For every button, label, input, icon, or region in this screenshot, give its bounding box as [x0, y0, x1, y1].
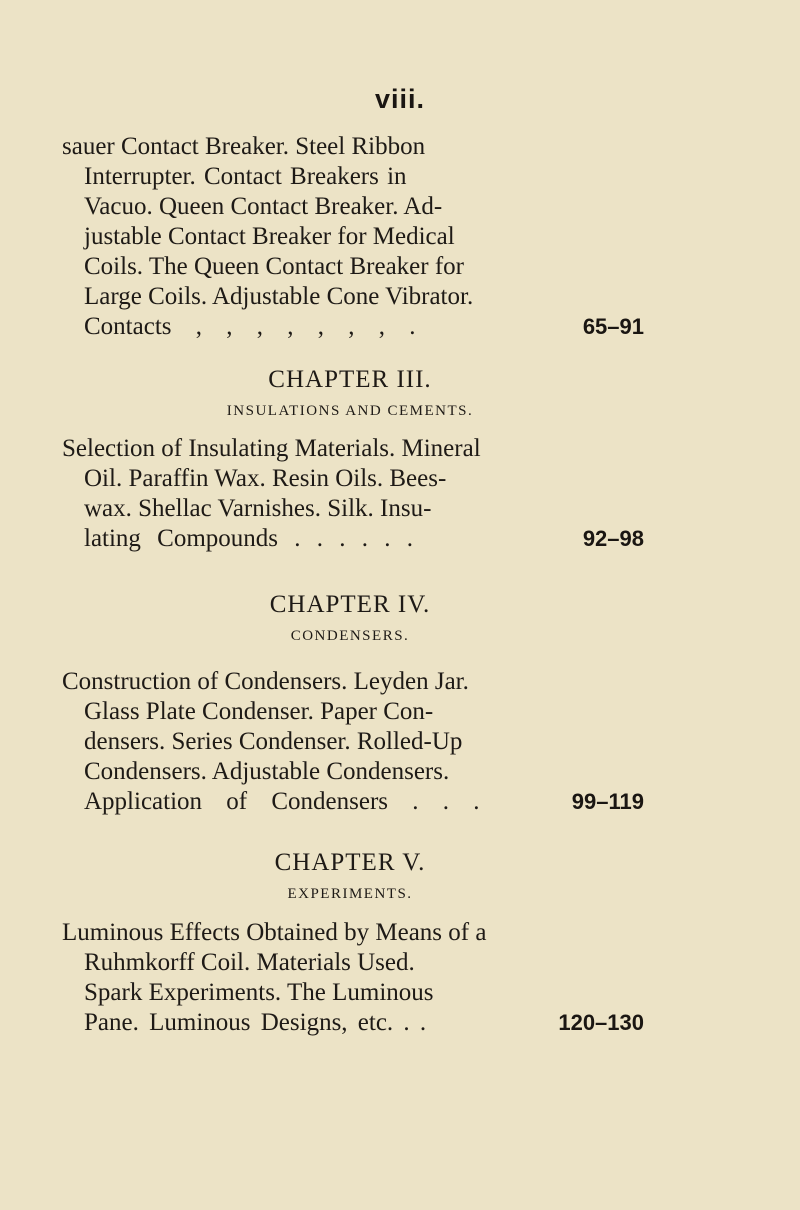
toc-line-text: Application of Condensers . . . [84, 788, 480, 815]
chapter-subtitle: CONDENSERS. [290, 628, 410, 644]
toc-line: sauer Contact Breaker. Steel Ribbon [62, 133, 426, 160]
chapter-title: CHAPTER III. [268, 366, 432, 393]
chapter-title: CHAPTER V. [274, 849, 426, 876]
toc-line: Vacuo. Queen Contact Breaker. Ad- [84, 193, 443, 220]
page-folio: viii. [374, 84, 426, 114]
toc-line: Large Coils. Adjustable Cone Vibrator. [84, 283, 474, 310]
toc-line: Selection of Insulating Materials. Mineral [62, 435, 481, 462]
chapter-subtitle: EXPERIMENTS. [287, 886, 413, 902]
toc-line: Ruhmkorff Coil. Materials Used. [84, 949, 415, 976]
page-range: 120–130 [558, 1010, 644, 1035]
toc-entry-contact-breakers [62, 132, 644, 342]
page-range: 92–98 [582, 526, 644, 551]
toc-entry-experiments [62, 918, 644, 1038]
page-range: 65–91 [582, 314, 644, 339]
toc-line [62, 524, 644, 554]
toc-entry-condensers [62, 667, 644, 817]
toc-line: Construction of Condensers. Leyden Jar. [62, 668, 469, 695]
toc-line: wax. Shellac Varnishes. Silk. Insu- [84, 495, 432, 522]
toc-line: Oil. Paraffin Wax. Resin Oils. Bees- [84, 465, 447, 492]
toc-entry-insulations [62, 434, 644, 554]
toc-line: justable Contact Breaker for Medical [84, 223, 455, 250]
toc-line: Glass Plate Condenser. Paper Con- [84, 698, 434, 725]
toc-line-text: Pane. Luminous Designs, etc. . . [84, 1009, 427, 1036]
toc-line: Interrupter. Contact Breakers in [84, 163, 407, 190]
page-range: 99–119 [571, 789, 644, 814]
toc-line: Spark Experiments. The Luminous [84, 979, 434, 1006]
toc-line [62, 1008, 644, 1038]
toc-line: Condensers. Adjustable Condensers. [84, 758, 450, 785]
chapter-title: CHAPTER IV. [269, 591, 431, 618]
toc-line-text: Contacts , , , , , , , . [84, 313, 416, 340]
toc-line [62, 312, 644, 342]
toc-line: densers. Series Condenser. Rolled-Up [84, 728, 463, 755]
toc-line: Coils. The Queen Contact Breaker for [84, 253, 464, 280]
toc-line: Luminous Effects Obtained by Means of a [62, 919, 487, 946]
toc-line-text: lating Compounds . . . . . . [84, 525, 414, 552]
chapter-subtitle: INSULATIONS AND CEMENTS. [226, 403, 474, 419]
toc-line [62, 787, 644, 817]
